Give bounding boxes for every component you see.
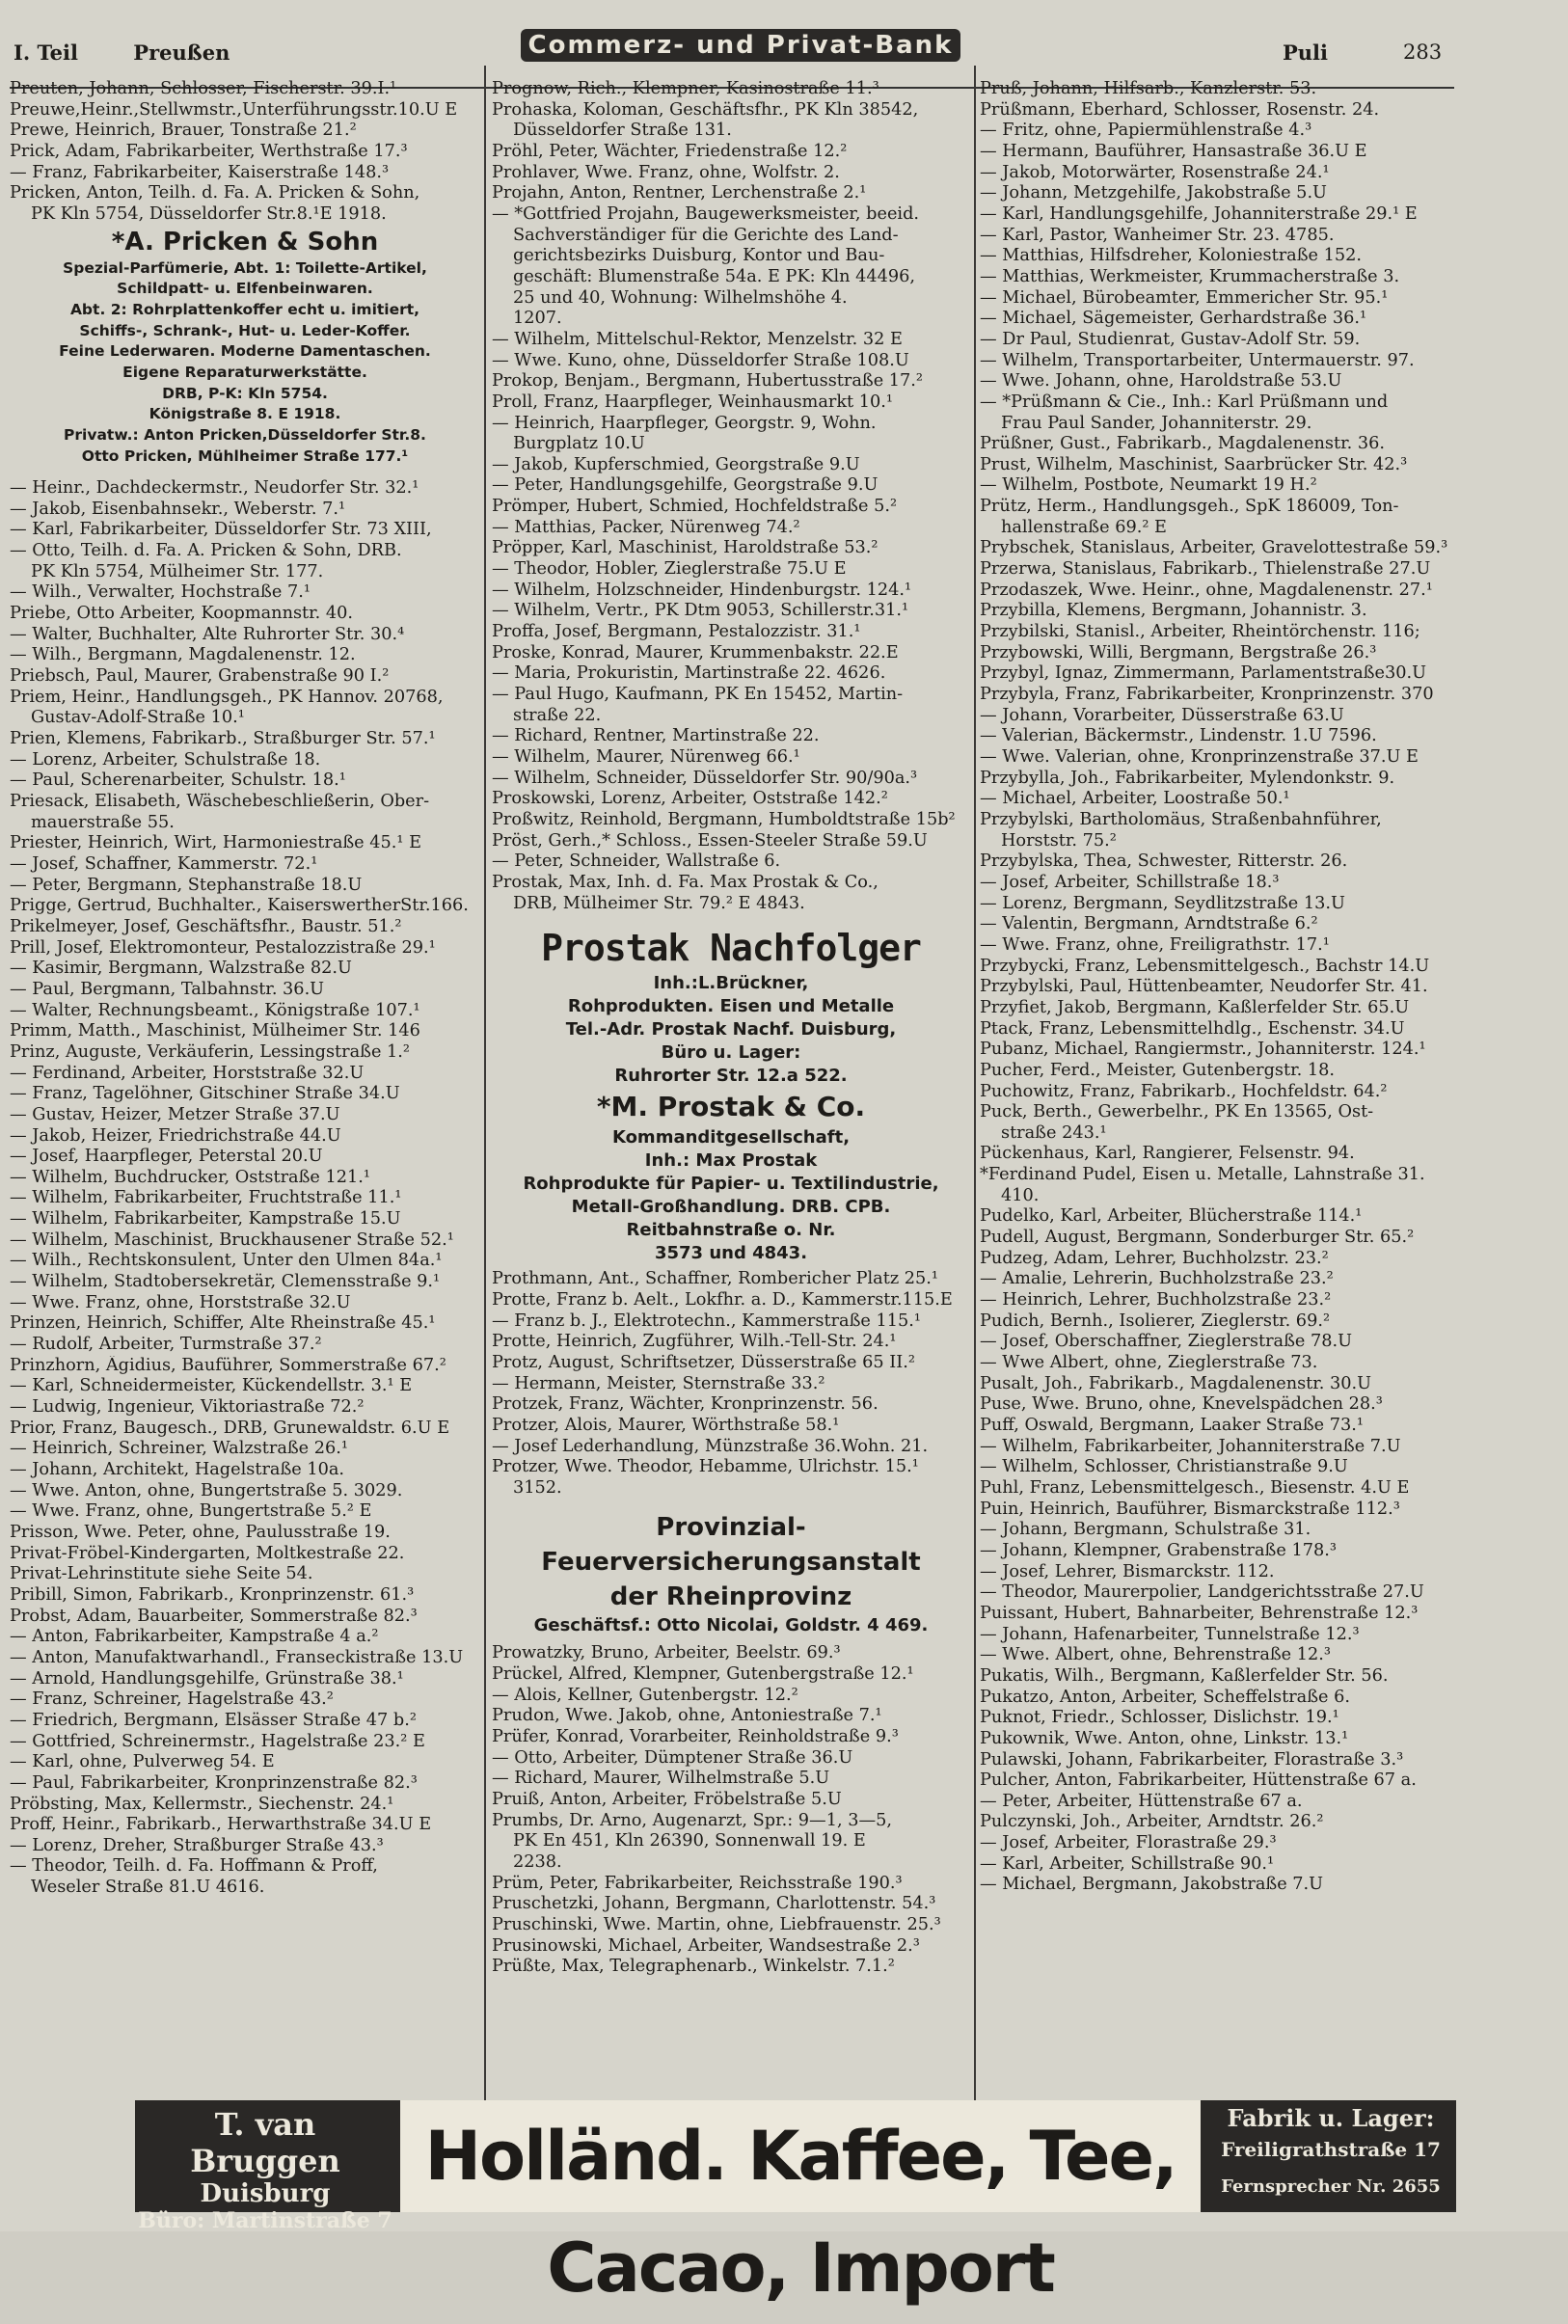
directory-entry: Projahn, Anton, Rentner, Lerchenstraße 2.¹ [492, 183, 867, 203]
directory-entry: — Jakob, Motorwärter, Rosenstraße 24.¹ [980, 162, 1330, 182]
directory-entry: — Wilhelm, Schlosser, Christianstraße 9.U [980, 1457, 1348, 1477]
directory-entry: hallenstraße 69.² E [1001, 517, 1167, 537]
factory-address: Freiligrathstraße 17 [1221, 2138, 1441, 2161]
directory-entry: Eigene Reparaturwerkstätte. [122, 363, 367, 381]
directory-entry: Preuten, Johann, Schlosser, Fischerstr. 39.I.¹ [10, 79, 397, 98]
directory-entry: Puissant, Hubert, Bahnarbeiter, Behrenstraße 12.³ [980, 1603, 1419, 1623]
directory-entry: — Franz, Fabrikarbeiter, Kaiserstraße 148.³ [10, 162, 390, 182]
directory-entry: 2238. [513, 1852, 562, 1873]
directory-entry: — *Gottfried Projahn, Baugewerksmeister, beeid. [492, 203, 920, 224]
directory-entry: — Josef, Arbeiter, Schillstraße 18.³ [980, 872, 1280, 892]
directory-entry: — Franz, Schreiner, Hagelstraße 43.² [10, 1689, 334, 1710]
directory-entry: Przybilla, Klemens, Bergmann, Johannistr. 3. [980, 601, 1367, 621]
directory-entry: Prior, Franz, Baugesch., DRB, Grunewaldstr. 6.U E [10, 1418, 450, 1438]
directory-entry: — Wilhelm, Fabrikarbeiter, Fruchtstraße 11.¹ [10, 1188, 402, 1208]
directory-entry: — Anton, Fabrikarbeiter, Kampstraße 4 a.² [10, 1627, 379, 1647]
company-office: Büro: Martinstraße 7 [138, 2208, 392, 2233]
company-name: T. van Bruggen [190, 2106, 340, 2179]
directory-entry: — Josef, Arbeiter, Florastraße 29.³ [980, 1833, 1277, 1853]
directory-entry: Frau Paul Sander, Johanniterstr. 29. [1001, 413, 1312, 433]
directory-entry: *A. Pricken & Sohn [111, 227, 379, 257]
directory-entry: Prokop, Benjam., Bergmann, Hubertusstraße 17.² [492, 371, 923, 392]
directory-entry: — Ferdinand, Arbeiter, Horststraße 32.U [10, 1063, 365, 1083]
directory-entry: — Heinrich, Haarpfleger, Georgstr. 9, Wohn. [492, 413, 877, 433]
directory-entry: Pudich, Bernh., Isolierer, Zieglerstr. 69.² [980, 1311, 1331, 1331]
bank-banner: Commerz- und Privat-Bank [521, 29, 960, 62]
directory-entry: — Paul, Bergmann, Talbahnstr. 36.U [10, 979, 325, 999]
directory-entry: — Wilhelm, Fabrikarbeiter, Johanniterstraße 7.U [980, 1436, 1401, 1456]
directory-entry: — Johann, Architekt, Hagelstraße 10a. [10, 1460, 345, 1479]
directory-entry: Priesack, Elisabeth, Wäschebeschließerin, Ober- [10, 792, 430, 811]
directory-entry: Przybycki, Franz, Lebensmittelgesch., Bachstr 14.U [980, 956, 1430, 976]
directory-entry: Przybowski, Willi, Bergmann, Bergstraße 26.³ [980, 642, 1377, 662]
directory-entry: — Jakob, Kupferschmied, Georgstraße 9.U [492, 454, 860, 474]
directory-entry: — Josef, Oberschaffner, Zieglerstraße 78.U [980, 1332, 1353, 1352]
directory-entry: 3152. [513, 1477, 562, 1498]
directory-entry: Priebsch, Paul, Maurer, Grabenstraße 90 I.² [10, 666, 390, 687]
directory-entry: Spezial-Parfümerie, Abt. 1: Toilette-Artikel, [63, 258, 427, 277]
directory-entry: — Wwe. Johann, ohne, Haroldstraße 53.U [980, 371, 1342, 392]
directory-entry: — Johann, Bergmann, Schulstraße 31. [980, 1520, 1311, 1540]
ad-line: Reitbahnstraße o. Nr. [626, 1220, 836, 1241]
directory-entry: Prüm, Peter, Fabrikarbeiter, Reichsstraße 190.³ [492, 1873, 903, 1893]
column-3 [980, 79, 1456, 2096]
directory-entry: — Heinrich, Lehrer, Buchholzstraße 23.² [980, 1290, 1332, 1311]
directory-entry: — Johann, Metzgehilfe, Jakobstraße 5.U [980, 183, 1327, 203]
ad-title: Provinzial- [656, 1513, 806, 1543]
directory-entry: Abt. 2: Rohrplattenkoffer echt u. imitiert, [69, 300, 420, 318]
directory-entry: Pulczynski, Joh., Arbeiter, Arndtstr. 26.² [980, 1812, 1324, 1832]
directory-entry: Pröbsting, Max, Kellermstr., Siechenstr. 24.¹ [10, 1794, 394, 1814]
directory-entry: — Karl, ohne, Pulverweg 54. E [10, 1752, 275, 1772]
column-divider [484, 66, 486, 2100]
footer-right [1205, 2100, 1456, 2212]
directory-entry: PK Kln 5754, Düsseldorfer Str.8.¹E 1918. [31, 203, 387, 224]
footer-left [135, 2100, 395, 2233]
directory-entry: — Peter, Handlungsgehilfe, Georgstraße 9.U [492, 475, 879, 496]
directory-entry: — Karl, Pastor, Wanheimer Str. 23. 4785. [980, 225, 1335, 245]
directory-entry: — Dr Paul, Studienrat, Gustav-Adolf Str. 59. [980, 329, 1361, 349]
directory-entry: Puck, Berth., Gewerbelhr., PK En 13565, Ost- [980, 1102, 1374, 1122]
prostak-advert [492, 924, 970, 1265]
directory-entry: Prückel, Alfred, Klempner, Gutenbergstraße 12.¹ [492, 1664, 914, 1685]
directory-entry: — Peter, Bergmann, Stephanstraße 18.U [10, 875, 363, 895]
directory-entry: — Alois, Kellner, Gutenbergstr. 12.² [492, 1685, 798, 1705]
directory-entry: Prothmann, Ant., Schaffner, Rombericher Platz 25.¹ [492, 1269, 938, 1289]
directory-entry: — Josef, Haarpfleger, Peterstal 20.U [10, 1147, 323, 1167]
directory-entry: Proffa, Josef, Bergmann, Pestalozzistr. 31.¹ [492, 622, 861, 642]
directory-entry: — Wilhelm, Buchdrucker, Oststraße 121.¹ [10, 1167, 370, 1187]
directory-entry: Pukatis, Wilh., Bergmann, Kaßlerfelder Str. 56. [980, 1665, 1389, 1686]
directory-entry: — Theodor, Hobler, Zieglerstraße 75.U E [492, 559, 847, 580]
directory-entry: Prick, Adam, Fabrikarbeiter, Werthstraße 17.³ [10, 141, 408, 161]
directory-entry: — Friedrich, Bergmann, Elsässer Straße 47 b.² [10, 1710, 417, 1730]
directory-entry: — Hermann, Meister, Sternstraße 33.² [492, 1373, 825, 1393]
directory-entry: Przybilski, Stanisl., Arbeiter, Rheintörchenstr. 116; [980, 622, 1420, 642]
directory-entry: Pruiß, Anton, Arbeiter, Fröbelstraße 5.U [492, 1790, 842, 1810]
directory-entry: — Johann, Hafenarbeiter, Tunnelstraße 12.³ [980, 1624, 1360, 1644]
directory-entry: — Paul, Scherenarbeiter, Schulstr. 18.¹ [10, 770, 346, 791]
directory-entry: Prüßner, Gust., Fabrikarb., Magdalenenstr. 36. [980, 434, 1385, 454]
directory-entry: Preuwe,Heinr.,Stellwmstr.,Unterführungsstr.10.U E [10, 99, 458, 120]
directory-entry: Puse, Wwe. Bruno, ohne, Knevelspädchen 28.³ [980, 1394, 1383, 1415]
directory-entry: Prüßte, Max, Telegraphenarb., Winkelstr. 7.1.² [492, 1957, 895, 1977]
directory-entry: Puff, Oswald, Bergmann, Laaker Straße 73.¹ [980, 1416, 1364, 1435]
directory-entry: Protzer, Alois, Maurer, Wörthstraße 58.¹ [492, 1415, 840, 1435]
ad-title: Feuerversicherungsanstalt [541, 1548, 921, 1578]
directory-entry: — Wilhelm, Mittelschul-Rektor, Menzelstr. 32 E [492, 329, 903, 349]
directory-entry: Przodaszek, Wwe. Heinr., ohne, Magdalenenstr. 27.¹ [980, 580, 1433, 600]
directory-entry: — Valentin, Bergmann, Arndtstraße 6.² [980, 914, 1318, 934]
directory-entry: — Wilhelm, Fabrikarbeiter, Kampstraße 15.U [10, 1209, 401, 1230]
directory-entry: Pucher, Ferd., Meister, Gutenbergstr. 18. [980, 1060, 1335, 1080]
directory-entry: Prostak, Max, Inh. d. Fa. Max Prostak & Co., [492, 872, 879, 892]
directory-entry: straße 22. [513, 705, 602, 725]
directory-entry: — Wilhelm, Vertr., PK Dtm 9053, Schillerstr.31.¹ [492, 601, 909, 621]
directory-entry: — Josef Lederhandlung, Münzstraße 36.Wohn. 21. [492, 1436, 929, 1456]
directory-entry: DRB, Mülheimer Str. 79.² E 4843. [513, 893, 805, 913]
directory-entry: Prüfer, Konrad, Vorarbeiter, Reinholdstraße 9.³ [492, 1727, 899, 1747]
directory-entry: Königstraße 8. E 1918. [149, 405, 341, 423]
column-1 [10, 79, 480, 2096]
directory-entry: — Matthias, Packer, Nürenweg 74.² [492, 517, 800, 537]
ad-title: der Rheinprovinz [609, 1582, 852, 1612]
directory-entry: Pribill, Simon, Fabrikarb., Kronprinzenstr. 61.³ [10, 1584, 415, 1605]
directory-entry: — Valerian, Bäckermstr., Lindenstr. 1.U 7596. [980, 726, 1377, 746]
directory-entry: Pricken, Anton, Teilh. d. Fa. A. Pricken & Sohn, [10, 183, 420, 203]
directory-entry: DRB, P-K: Kln 5754. [162, 384, 328, 402]
directory-entry: — Wwe. Anton, ohne, Bungertstraße 5. 3029. [10, 1480, 403, 1500]
directory-entry: Prybschek, Stanislaus, Arbeiter, Gravelottestraße 59.³ [980, 538, 1448, 558]
ad-line: Ruhrorter Str. 12.a 522. [614, 1066, 848, 1087]
directory-entry: Pröpper, Karl, Maschinist, Haroldstraße 53.² [492, 538, 879, 558]
directory-entry: Burgplatz 10.U [513, 434, 645, 454]
directory-entry: Prütz, Herm., Handlungsgeh., SpK 186009, Ton- [980, 497, 1399, 517]
directory-entry: — Ludwig, Ingenieur, Viktoriastraße 72.² [10, 1397, 365, 1418]
directory-entry: Prust, Wilhelm, Maschinist, Saarbrücker Str. 42.³ [980, 454, 1408, 474]
footer-advert [135, 2100, 1456, 2308]
directory-entry: Probst, Adam, Bauarbeiter, Sommerstraße 82.³ [10, 1606, 418, 1626]
factory-phone: Fernsprecher Nr. 2655 [1221, 2176, 1441, 2197]
directory-entry: — Wwe. Franz, ohne, Bungertstraße 5.² E [10, 1501, 372, 1522]
directory-entry: — Michael, Arbeiter, Loostraße 50.¹ [980, 789, 1290, 809]
directory-entry: Proske, Konrad, Maurer, Krummenbakstr. 22.E [492, 642, 899, 662]
factory-title: Fabrik u. Lager: [1227, 2104, 1435, 2132]
directory-entry: Proll, Franz, Haarpfleger, Weinhausmarkt 10.¹ [492, 392, 893, 412]
directory-entry: — Wilh., Rechtskonsulent, Unter den Ulmen 84a.¹ [10, 1251, 443, 1271]
directory-entry: — Karl, Handlungsgehilfe, Johanniterstraße 29.¹ E [980, 203, 1418, 224]
ad-title: Prostak Nachfolger [541, 927, 921, 970]
directory-entry: — Wilhelm, Holzschneider, Hindenburgstr. 124.¹ [492, 580, 912, 600]
directory-entry: Prömper, Hubert, Schmied, Hochfeldstraße 5.² [492, 497, 898, 517]
directory-entry: Prüßmann, Eberhard, Schlosser, Rosenstr. 24. [980, 99, 1380, 120]
directory-entry: — Walter, Rechnungsbeamt., Königstraße 107.¹ [10, 1000, 420, 1020]
ad-line: Rohprodukten. Eisen und Metalle [567, 996, 895, 1017]
directory-entry: Protte, Heinrich, Zugführer, Wilh.-Tell-Str. 24.¹ [492, 1332, 897, 1352]
directory-entry: — Jakob, Heizer, Friedrichstraße 44.U [10, 1125, 341, 1146]
region-label: Preußen [133, 41, 230, 65]
directory-entry: PK En 451, Kln 26390, Sonnenwall 19. E [513, 1831, 866, 1851]
directory-entry: — Walter, Buchhalter, Alte Ruhrorter Str. 30.⁴ [10, 624, 405, 644]
ad-line: 3573 und 4843. [654, 1243, 808, 1264]
directory-entry: — Michael, Bürobeamter, Emmericher Str. 95.¹ [980, 287, 1389, 308]
directory-entry: Privatw.: Anton Pricken,Düsseldorfer Str.8. [64, 425, 426, 444]
directory-entry: Prudon, Wwe. Jakob, ohne, Antoniestraße 7.¹ [492, 1706, 882, 1726]
directory-entry: — Otto, Teilh. d. Fa. A. Pricken & Sohn, DRB. [10, 541, 402, 561]
directory-entry: Prinz, Auguste, Verkäuferin, Lessingstraße 1.² [10, 1041, 411, 1062]
directory-entry: Pudelko, Karl, Arbeiter, Blücherstraße 114.¹ [980, 1206, 1363, 1227]
ad-line: Büro u. Lager: [661, 1042, 801, 1064]
directory-entry: — Wilhelm, Schneider, Düsseldorfer Str. 90/90a.³ [492, 768, 918, 788]
directory-entry: — Franz, Tagelöhner, Gitschiner Straße 34.U [10, 1084, 400, 1104]
directory-entry: Pukatzo, Anton, Arbeiter, Scheffelstraße 6. [980, 1687, 1350, 1707]
directory-entry: Prohlaver, Wwe. Franz, ohne, Wolfstr. 2. [492, 162, 840, 182]
directory-entry: Prisson, Wwe. Peter, ohne, Paulusstraße 19. [10, 1522, 391, 1542]
directory-entry: 1207. [513, 309, 562, 329]
section-label: I. Teil [14, 41, 78, 65]
directory-entry: — Josef, Lehrer, Bismarckstr. 112. [980, 1561, 1275, 1581]
directory-entry: — Wwe Albert, ohne, Zieglerstraße 73. [980, 1353, 1318, 1373]
ad-line: Metall-Großhandlung. DRB. CPB. [571, 1197, 891, 1218]
directory-entry: — Hermann, Bauführer, Hansastraße 36.U E [980, 141, 1367, 161]
directory-entry: — Maria, Prokuristin, Martinstraße 22. 4626. [492, 663, 886, 684]
directory-entry: — Wwe. Albert, ohne, Behrenstraße 12.³ [980, 1645, 1331, 1665]
directory-entry: Priester, Heinrich, Wirt, Harmoniestraße 45.¹ E [10, 833, 422, 853]
directory-entry: gerichtsbezirks Duisburg, Kontor und Bau- [513, 246, 885, 266]
directory-entry: Prusinowski, Michael, Arbeiter, Wandsestraße 2.³ [492, 1935, 920, 1956]
directory-entry: — Karl, Schneidermeister, Kückendellstr. 3.¹ E [10, 1376, 413, 1396]
directory-entry: Proskowski, Lorenz, Arbeiter, Oststraße 142.² [492, 789, 888, 809]
directory-entry: — Johann, Klempner, Grabenstraße 178.³ [980, 1540, 1337, 1560]
directory-entry: — Fritz, ohne, Papiermühlenstraße 4.³ [980, 121, 1312, 141]
directory-entry: — Gustav, Heizer, Metzer Straße 37.U [10, 1104, 340, 1124]
directory-entry: Przybylski, Paul, Hüttenbeamter, Neudorfer Str. 41. [980, 977, 1428, 997]
directory-entry: Prumbs, Dr. Arno, Augenarzt, Spr.: 9—1, 3—5, [492, 1810, 893, 1830]
directory-entry: Prien, Klemens, Fabrikarb., Straßburger Str. 57.¹ [10, 729, 436, 749]
directory-entry: — Michael, Sägemeister, Gerhardstraße 36.¹ [980, 309, 1367, 329]
directory-entry: Przybylski, Bartholomäus, Straßenbahnführer, [980, 809, 1382, 829]
directory-entry: Schiffs-, Schrank-, Hut- u. Leder-Koffer. [79, 321, 411, 339]
running-head: Puli [1283, 41, 1329, 65]
directory-entry: — Heinrich, Schreiner, Walzstraße 26.¹ [10, 1439, 348, 1459]
directory-entry: Prill, Josef, Elektromonteur, Pestalozzistraße 29.¹ [10, 937, 436, 958]
directory-entry: Protzer, Wwe. Theodor, Hebamme, Ulrichstr. 15.¹ [492, 1457, 919, 1477]
directory-entry: PK Kln 5754, Mülheimer Str. 177. [31, 561, 324, 581]
directory-entry: — Wilh., Verwalter, Hochstraße 7.¹ [10, 582, 311, 603]
directory-entry: — Josef, Schaffner, Kammerstr. 72.¹ [10, 853, 318, 874]
directory-entry: — Wilhelm, Postbote, Neumarkt 19 H.² [980, 475, 1317, 496]
directory-entry: mauerstraße 55. [31, 812, 175, 832]
directory-entry: Schildpatt- u. Elfenbeinwaren. [117, 280, 373, 298]
directory-entry: — Wwe. Valerian, ohne, Kronprinzenstraße 37.U E [980, 747, 1419, 767]
directory-entry: — Karl, Fabrikarbeiter, Düsseldorfer Str. 73 XIII, [10, 520, 432, 540]
directory-entry: Pröst, Gerh.,* Schloss., Essen-Steeler Straße 59.U [492, 830, 928, 851]
directory-entry: Weseler Straße 81.U 4616. [31, 1878, 265, 1898]
directory-entry: Pulawski, Johann, Fabrikarbeiter, Florastraße 3.³ [980, 1749, 1404, 1770]
directory-entry: Prowatzky, Bruno, Arbeiter, Beelstr. 69.³ [492, 1643, 841, 1663]
directory-entry: Priebe, Otto Arbeiter, Koopmannstr. 40. [10, 604, 354, 624]
directory-entry: Proßwitz, Reinhold, Bergmann, Humboldtstraße 15b² [492, 809, 956, 829]
directory-entry: Puhl, Franz, Lebensmittelgesch., Biesenstr. 4.U E [980, 1477, 1410, 1498]
directory-entry: — Wwe. Kuno, ohne, Düsseldorfer Straße 108.U [492, 350, 909, 370]
directory-entry: Privat-Lehrinstitute siehe Seite 54. [10, 1564, 313, 1584]
directory-entry: Feine Lederwaren. Moderne Damentaschen. [59, 342, 431, 361]
column-2 [492, 79, 970, 2096]
provinzial-advert [492, 1510, 970, 1637]
directory-entry: — Wilhelm, Transportarbeiter, Untermauerstr. 97. [980, 350, 1415, 370]
ad-line: Tel.-Adr. Prostak Nachf. Duisburg, [565, 1019, 897, 1040]
directory-entry: — Peter, Arbeiter, Hüttenstraße 67 a. [980, 1791, 1303, 1811]
directory-entry: — Richard, Maurer, Wilhelmstraße 5.U [492, 1769, 830, 1789]
directory-entry: Prigge, Gertrud, Buchhalter., KaiserswertherStr.166. [10, 896, 469, 916]
ad-line: Rohprodukte für Papier- u. Textilindustrie, [523, 1174, 939, 1195]
column-divider [974, 66, 976, 2100]
directory-entry: — Anton, Manufaktwarhandl., Franseckistraße 13.U [10, 1647, 464, 1667]
directory-entry: Prinzen, Heinrich, Schiffer, Alte Rheinstraße 45.¹ [10, 1313, 436, 1334]
directory-entry: Pubanz, Michael, Rangiermstr., Johanniterstr. 124.¹ [980, 1040, 1426, 1060]
directory-entry: 25 und 40, Wohnung: Wilhelmshöhe 4. [513, 287, 848, 308]
directory-entry: Priem, Heinr., Handlungsgeh., PK Hannov. 20768, [10, 687, 444, 707]
directory-entry: — Otto, Arbeiter, Dümptener Straße 36.U [492, 1747, 853, 1768]
directory-entry: — Wilhelm, Maurer, Nürenweg 66.¹ [492, 747, 800, 767]
directory-entry: Prognow, Rich., Klempner, Kasinostraße 11.³ [492, 79, 879, 98]
directory-entry: Prohaska, Koloman, Geschäftsfhr., PK Kln 38542, [492, 99, 919, 120]
directory-entry: — Matthias, Werkmeister, Krummacherstraße 3. [980, 266, 1400, 286]
directory-entry: — Michael, Bergmann, Jakobstraße 7.U [980, 1875, 1324, 1895]
directory-entry: Pusalt, Joh., Fabrikarb., Magdalenenstr. 30.U [980, 1373, 1372, 1393]
directory-entry: — Wilh., Bergmann, Magdalenenstr. 12. [10, 645, 356, 665]
directory-entry: — Jakob, Eisenbahnsekr., Weberstr. 7.¹ [10, 499, 346, 519]
directory-entry: Przybylla, Joh., Fabrikarbeiter, Mylendonkstr. 9. [980, 768, 1395, 788]
footer-slogan: Holländ. Kaffee, Tee, Cacao, Import [400, 2100, 1201, 2212]
directory-entry: Gustav-Adolf-Straße 10.¹ [31, 708, 245, 728]
directory-entry: Prinzhorn, Ägidius, Bauführer, Sommerstraße 67.² [10, 1355, 446, 1375]
directory-entry: Przybyla, Franz, Fabrikarbeiter, Kronprinzenstr. 370 [980, 685, 1434, 705]
directory-entry: — Paul, Fabrikarbeiter, Kronprinzenstraße 82.³ [10, 1772, 418, 1793]
directory-entry: — Karl, Arbeiter, Schillstraße 90.¹ [980, 1853, 1275, 1874]
directory-entry: Pruschinski, Wwe. Martin, ohne, Liebfrauenstr. 25.³ [492, 1915, 941, 1934]
directory-entry: — Peter, Schneider, Wallstraße 6. [492, 851, 781, 872]
directory-entry: Przybyl, Ignaz, Zimmermann, Parlamentstraße30.U [980, 663, 1427, 684]
directory-entry: 410. [1001, 1185, 1040, 1205]
directory-entry: Ptack, Franz, Lebensmittelhdlg., Eschenstr. 34.U [980, 1018, 1405, 1039]
directory-entry: — Franz b. J., Elektrotechn., Kammerstraße 115.¹ [492, 1311, 921, 1331]
ad-line: Inh.: Max Prostak [644, 1150, 818, 1172]
directory-entry: — *Prüßmann & Cie., Inh.: Karl Prüßmann und [980, 392, 1389, 412]
directory-entry: — Kasimir, Bergmann, Walzstraße 82.U [10, 959, 352, 979]
directory-entry: Pudell, August, Bergmann, Sonderburger Str. 65.² [980, 1228, 1415, 1248]
directory-entry: Sachverständiger für die Gerichte des Land- [513, 225, 899, 245]
directory-entry: straße 243.¹ [1001, 1122, 1107, 1143]
ad-line: Kommanditgesellschaft, [611, 1127, 851, 1148]
directory-entry: Prikelmeyer, Josef, Geschäftsfhr., Baustr. 51.² [10, 916, 402, 936]
directory-entry: — Wilhelm, Stadtobersekretär, Clemensstraße 9.¹ [10, 1272, 441, 1292]
directory-entry: Pröhl, Peter, Wächter, Friedenstraße 12.² [492, 141, 848, 161]
directory-entry: — Matthias, Hilfsdreher, Koloniestraße 152. [980, 246, 1362, 266]
directory-entry: Horststr. 75.² [1001, 830, 1117, 851]
directory-entry: geschäft: Blumenstraße 54a. E PK: Kln 44496, [513, 266, 916, 286]
directory-entry: — Lorenz, Arbeiter, Schulstraße 18. [10, 749, 321, 770]
directory-entry: Privat-Fröbel-Kindergarten, Moltkestraße 22. [10, 1543, 405, 1563]
ad-title-2: *M. Prostak & Co. [596, 1091, 866, 1123]
directory-entry: Primm, Matth., Maschinist, Mülheimer Str. 146 [10, 1021, 420, 1041]
directory-entry: Pudzeg, Adam, Lehrer, Buchholzstr. 23.² [980, 1248, 1329, 1268]
directory-entry: — Richard, Rentner, Martinstraße 22. [492, 726, 820, 746]
directory-entry: — Gottfried, Schreinermstr., Hagelstraße 23.² E [10, 1731, 425, 1751]
ad-line: Geschäftsf.: Otto Nicolai, Goldstr. 4 469. [533, 1615, 929, 1636]
directory-entry: — Wilhelm, Maschinist, Bruckhausener Straße 52.¹ [10, 1230, 454, 1250]
directory-entry: — Amalie, Lehrerin, Buchholzstraße 23.² [980, 1269, 1334, 1289]
directory-entry: Puchowitz, Franz, Fabrikarb., Hochfeldstr. 64.² [980, 1081, 1388, 1101]
company-city: Duisburg [200, 2179, 331, 2208]
page-header [0, 27, 1568, 69]
directory-entry: — Theodor, Maurerpolier, Landgerichtsstraße 27.U [980, 1582, 1424, 1603]
ad-line: Inh.:L.Brückner, [653, 973, 809, 994]
directory-entry: Protte, Franz b. Aelt., Lokfhr. a. D., Kammerstr.115.E [492, 1289, 953, 1310]
directory-entry: Przyfiet, Jakob, Bergmann, Kaßlerfelder Str. 65.U [980, 997, 1410, 1017]
directory-entry: Pruschetzki, Johann, Bergmann, Charlottenstr. 54.³ [492, 1894, 936, 1914]
page-number: 283 [1403, 41, 1443, 64]
directory-entry: Protz, August, Schriftsetzer, Düsserstraße 65 II.² [492, 1352, 915, 1372]
directory-entry: Puknot, Friedr., Schlosser, Dislichstr. 19.¹ [980, 1708, 1339, 1728]
header-left [14, 41, 278, 65]
directory-entry: — Rudolf, Arbeiter, Turmstraße 37.² [10, 1335, 322, 1355]
directory-entry: Pruß, Johann, Hilfsarb., Kanzlerstr. 53. [980, 79, 1317, 98]
directory-entry: — Lorenz, Bergmann, Seydlitzstraße 13.U [980, 893, 1345, 913]
directory-entry: Puin, Heinrich, Bauführer, Bismarckstraße 112.³ [980, 1499, 1400, 1519]
directory-entry: Przybylska, Thea, Schwester, Ritterstr. 26. [980, 851, 1348, 872]
directory-entry: Otto Pricken, Mühlheimer Straße 177.¹ [81, 446, 409, 465]
directory-entry: — Wwe. Franz, ohne, Horststraße 32.U [10, 1292, 351, 1312]
directory-entry: Prewe, Heinrich, Brauer, Tonstraße 21.² [10, 121, 357, 141]
directory-entry: — Wwe. Franz, ohne, Freiligrathstr. 17.¹ [980, 934, 1330, 955]
directory-entry: — Theodor, Teilh. d. Fa. Hoffmann & Proff, [10, 1856, 378, 1877]
directory-entry: Pulcher, Anton, Fabrikarbeiter, Hüttenstraße 67 a. [980, 1770, 1417, 1791]
directory-entry: Düsseldorfer Straße 131. [513, 121, 732, 141]
directory-entry: — Lorenz, Dreher, Straßburger Straße 43.³ [10, 1835, 384, 1855]
directory-entry: *Ferdinand Pudel, Eisen u. Metalle, Lahnstraße 31. [980, 1165, 1425, 1185]
directory-entry: — Paul Hugo, Kaufmann, PK En 15452, Martin- [492, 685, 904, 705]
directory-entry: — Arnold, Handlungsgehilfe, Grünstraße 38.¹ [10, 1668, 404, 1689]
directory-entry: Pückenhaus, Karl, Rangierer, Felsenstr. 94. [980, 1144, 1355, 1164]
directory-entry: Przerwa, Stanislaus, Fabrikarb., Thielenstraße 27.U [980, 559, 1431, 580]
directory-entry: Protzek, Franz, Wächter, Kronprinzenstr. 56. [492, 1394, 879, 1415]
directory-entry: — Heinr., Dachdeckermstr., Neudorfer Str. 32.¹ [10, 478, 419, 499]
directory-entry: Proff, Heinr., Fabrikarb., Herwarthstraße 34.U E [10, 1815, 432, 1835]
directory-entry: — Johann, Vorarbeiter, Düsserstraße 63.U [980, 705, 1344, 725]
directory-entry: Pukownik, Wwe. Anton, ohne, Linkstr. 13.¹ [980, 1728, 1349, 1748]
